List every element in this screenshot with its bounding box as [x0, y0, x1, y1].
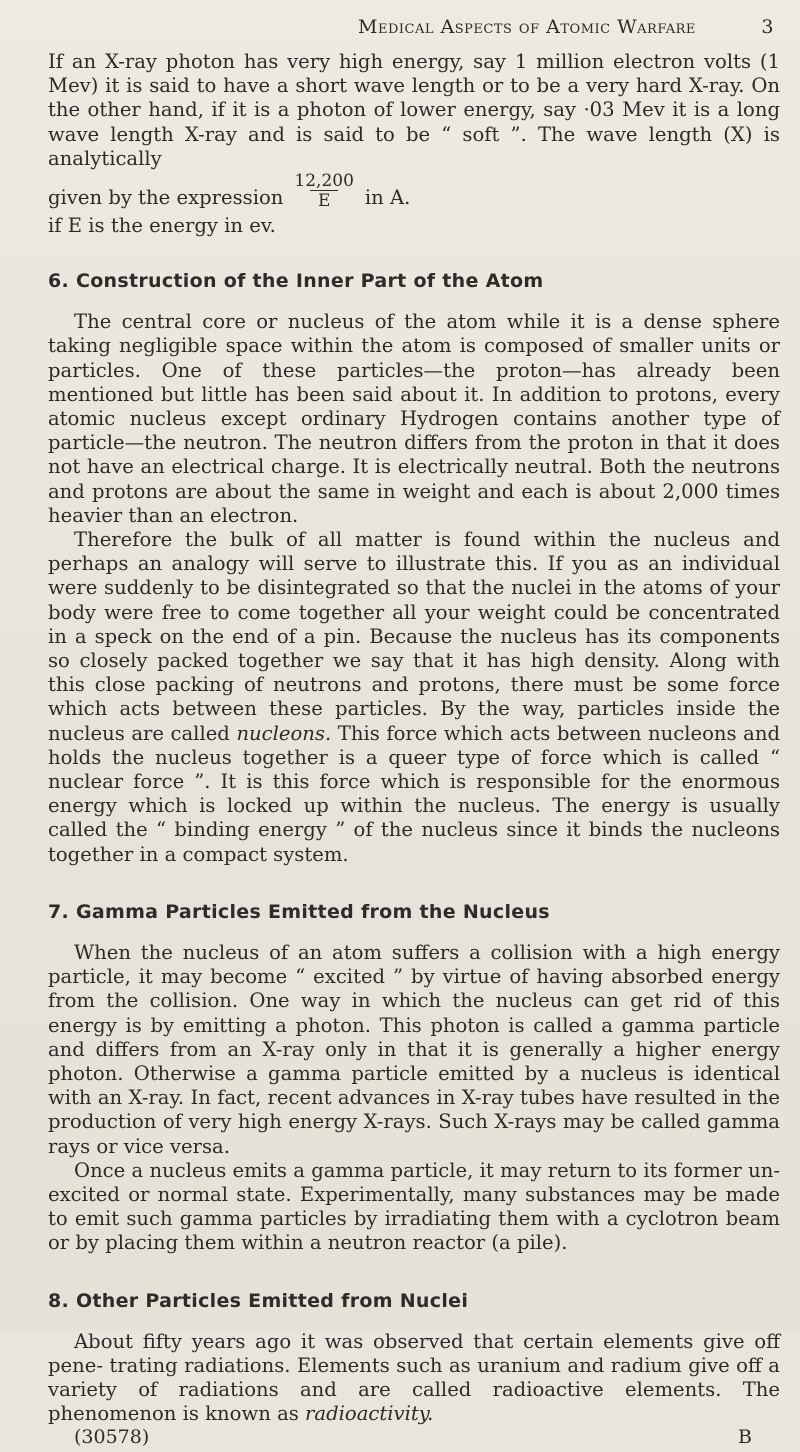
page-header — [48, 0, 780, 50]
page-footer — [48, 1426, 780, 1452]
radioactivity-term: radioactivity. — [305, 1402, 434, 1426]
formula-explanation: if E is the energy in ev. — [48, 214, 276, 238]
nucleons-term: nucleons. — [236, 721, 332, 745]
formula-denominator: E — [310, 190, 338, 210]
page-number: 3 — [761, 16, 774, 38]
section-7-paragraph-2: Once a nucleus emits a gamma particle, it may return to its former un-excited or normal state. Experimentally, many substances may be made to emit such gamma particles by irradiating them with a cyclotron beam or by placing them within a neutron reactor (a pile). — [48, 1158, 780, 1255]
section-8-p1-text: About fifty years ago it was observed that certain elements give off pene- trating radiations. Elements such as uranium and radium give off a variety of radiations and are called radioactive elements. The phenomenon is known as — [48, 1329, 780, 1426]
section-8-paragraph-1 — [48, 1330, 780, 1427]
formula-prefix: given by the expression — [48, 186, 284, 210]
formula-numerator: 12,200 — [294, 171, 354, 192]
section-6-p2-text: Therefore the bulk of all matter is found within the nucleus and perhaps an analogy will serve to illustrate this. If you as an individual were suddenly to be disintegrated so that the nuclei in the atoms of your body were free to come together all your weight could be concentrated in a speck on the end of a pin. Because the nucleus has its components so closely packed together we say that it has high density. Along with this close packing of neutrons and protons, there must be some force which acts between these particles. By the way, particles inside the nucleus are called — [48, 528, 780, 745]
section-6-paragraph-1: The central core or nucleus of the atom while it is a dense sphere taking negligible space within the atom is composed of smaller units or particles. One of these particles—the proton—has already been mentioned but little has been said about it. In addition to protons, every atomic nucleus except ordinary Hydrogen contains another type of particle—the neutron. The neutron differs from the proton in that it does not have an electrical charge. It is electrically neutral. Both the neutrons and protons are about the same in weight and each is about 2,000 times heavier than an electron. — [48, 310, 780, 527]
section-7-heading: 7. Gamma Particles Emitted from the Nucleus — [48, 900, 550, 923]
section-6-p2-text-after: This force which acts between nucleons and holds the nucleus together is a queer type of force which is called “ nuclear force ”. It is this force which is responsible for the enormous energy which is locked up within the nucleus. The energy is usually called the “ binding energy ” of the nucleus since it binds the nucleons together in a compact system. — [48, 721, 781, 866]
section-8-heading: 8. Other Particles Emitted from Nuclei — [48, 1289, 469, 1312]
signature-mark: B — [738, 1426, 752, 1449]
formula-suffix: in A. — [364, 186, 411, 210]
print-code: (30578) — [74, 1426, 150, 1449]
formula-line — [48, 173, 780, 210]
running-title: Medical Aspects of Atomic Warfare — [358, 16, 696, 38]
section-6-heading: 6. Construction of the Inner Part of the Atom — [48, 270, 544, 293]
intro-paragraph: If an X-ray photon has very high energy, say 1 million electron volts (1 Mev) it is said to have a short wave length or to be a very hard X-ray. On the other hand, if it is a photon of lower energy, say ·03 Mev it is a long wave length X-ray and is said to be “ soft ”. The wave length (X) is analytically — [48, 50, 780, 170]
section-6-paragraph-2 — [48, 528, 780, 867]
section-7-paragraph-1: When the nucleus of an atom suffers a collision with a high energy particle, it may become “ excited ” by virtue of having absorbed energy from the collision. One way in which the nucleus can get rid of this energy is by emitting a photon. This photon is called a gamma particle and differs from an X-ray only in that it is generally a higher energy photon. Otherwise a gamma particle emitted by a nucleus is identical with an X-ray. In fact, recent advances in X-ray tubes have resulted in the production of very high energy X-rays. Such X-rays may be called gamma rays or vice versa. — [48, 940, 780, 1158]
wavelength-formula — [291, 173, 356, 210]
